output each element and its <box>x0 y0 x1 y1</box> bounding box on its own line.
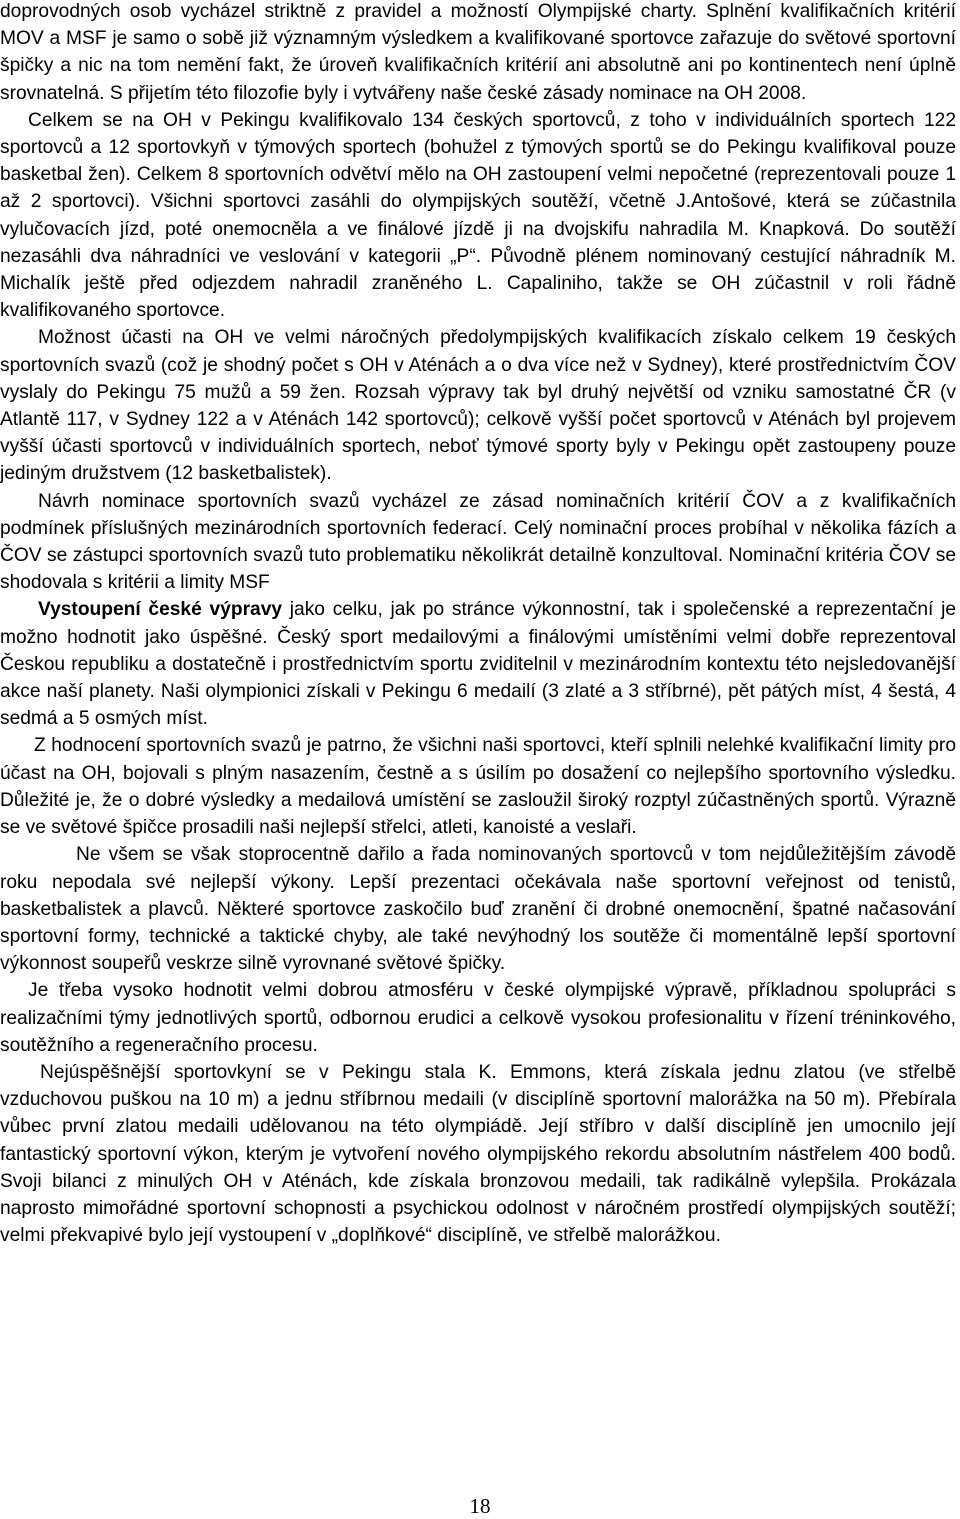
paragraph-federation-evaluation: Z hodnocení sportovních svazů je patrno, že všichni naši sportovci, kteří splnili nelehké kvalifikační limity pro účast na OH, bojovali s plným nasazením, čestně a s úsilím po dosažení co nejlepšího sportovního výsledku. Důležité je, že o dobré výsledky a medailová umístění se zasloužil široký rozptyl zúčastněných sportů. Výrazně se ve světové špičce prosadili naši nejlepší střelci, atleti, kanoisté a veslaři. <box>0 735 956 839</box>
page-number: 18 <box>469 1494 491 1518</box>
paragraph-team-performance <box>0 596 956 732</box>
paragraph-sport-federations: Možnost účasti na OH ve velmi náročných předolympijských kvalifikacích získalo celkem 19 českých sportovních svazů (což je shodný počet s OH v Aténách a o dva více než v Sydney), které prostřednictvím ČOV vyslaly do Pekingu 75 mužů a 59 žen. Rozsah výpravy tak byl druhý největší od vzniku samostatné ČR (v Atlantě 117, v Sydney 122 a v Aténách 142 sportovců); celkově vyšší počet sportovců v Aténách byl projevem vyšší účasti sportovců v individuálních sportech, neboť týmové sporty byly v Pekingu opět zastoupeny pouze jediným družstvem (12 basketbalistek). <box>0 327 956 485</box>
paragraph-atmosphere: Je třeba vysoko hodnotit velmi dobrou atmosféru v české olympijské výpravě, příkladnou spolupráci s realizačními týmy jednotlivých sportů, odbornou erudici a celkově vysokou profesionalitu v řízení tréninkového, soutěžního a regeneračního procesu. <box>0 980 956 1056</box>
team-performance-text: jako celku, jak po stránce výkonnostní, tak i společenské a reprezentační je možno hodnotit jako úspěšné. Český sport medailovými a finálovými umístěními velmi dobře reprezentoval Českou republiku a dostatečně i prostřednictvím sportu zviditelnil v mezinárodním kontextu této nejsledovanější akce naší planety. Naši olympionici získali v Pekingu 6 medailí (3 zlaté a 3 stříbrné), pět pátých míst, 4 šestá, 4 sedmá a 5 osmých míst. <box>0 599 956 730</box>
paragraph-qualified-athletes: Celkem se na OH v Pekingu kvalifikovalo 134 českých sportovců, z toho v individuálních sportech 122 sportovců a 12 sportovkyň v týmových sportech (bohužel z týmových sportů se do Pekingu kvalifikoval pouze basketbal žen). Celkem 8 sportovních odvětví mělo na OH zastoupení velmi nepočetné (reprezentovali pouze 1 až 2 sportovci). Všichni sportovci zasáhli do olympijských soutěží, včetně J.Antošové, která se zúčastnila vylučovacích jízd, poté onemocněla a ve finálové jízdě ji na dvojskifu nahradila M. Knapková. Do soutěží nezasáhli dva náhradníci ve veslování v kategorii „P“. Původně plénem nominovaný cestující náhradník M. Michalík ještě před odjezdem nahradil zraněného L. Capaliniho, takže se OH zúčastnil v roli řádně kvalifikovaného sportovce. <box>0 109 956 322</box>
paragraph-emmons: Nejúspěšnější sportovkyní se v Pekingu stala K. Emmons, která získala jednu zlatou (ve střelbě vzduchovou puškou na 10 m) a jednu stříbrnou medaili (v disciplíně sportovní malorážka na 50 m). Přebírala vůbec první zlatou medaili udělovanou na této olympiádě. Její stříbro v další disciplíně jen umocnilo její fantastický sportovní výkon, kterým je vytvoření nového olympijského rekordu absolutním nástřelem 400 bodů. Svoji bilanci z minulých OH v Aténách, kde získala bronzovou medaili, tak radikálně vylepšila. Prokázala naprosto mimořádné sportovní schopnosti a psychickou odolnost v náročném prostředí olympijských soutěží; velmi překvapivé bylo její vystoupení v „doplňkové“ disciplíně, ve střelbě malorážkou. <box>0 1061 956 1247</box>
team-performance-heading: Vystoupení české výpravy <box>38 599 283 621</box>
paragraph-nomination-proposal: Návrh nominace sportovních svazů vycházel ze zásad nominačních kritérií ČOV a z kvalifikačních podmínek příslušných mezinárodních sportovních federací. Celý nominační proces probíhal v několika fázích a ČOV se zástupci sportovních svazů tuto problematiku několikrát detailně konzultoval. Nominační kritéria ČOV se shodovala s kritérii a limity MSF <box>0 490 956 594</box>
paragraph-nomination-philosophy: doprovodných osob vycházel striktně z pravidel a možností Olympijské charty. Splnění kvalifikačních kritérií MOV a MSF je samo o sobě již významným výsledkem a kvalifikované sportovce zařazuje do světové sportovní špičky a nic na tom nemění fakt, že úroveň kvalifikačních kritérií ani absolutně ani po kontinentech není úplně srovnatelná. S přijetím této filozofie byly i vytvářeny naše české zásady nominace na OH 2008. <box>0 1 956 104</box>
paragraph-underperformance: Ne všem se však stoprocentně dařilo a řada nominovaných sportovců v tom nejdůležitějším závodě roku nepodala své nejlepší výkony. Lepší prezentaci očekávala naše sportovní veřejnost od tenistů, basketbalistek a plavců. Některé sportovce zaskočilo buď zranění či drobné onemocnění, špatné načasování sportovní formy, technické a taktické chyby, ale také nevýhodný los soutěže či momentálně lepší sportovní výkonnost soupeřů veskrze silně vyrovnané světové špičky. <box>0 844 956 975</box>
